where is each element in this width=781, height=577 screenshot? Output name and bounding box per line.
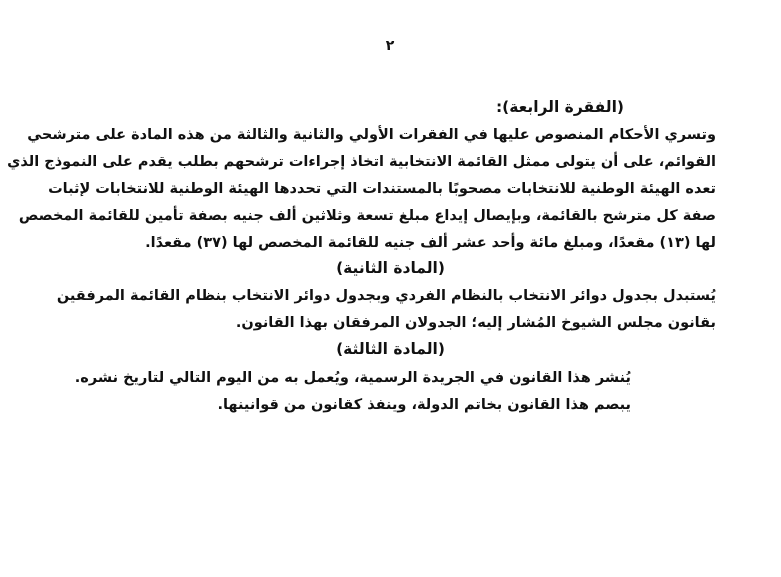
paragraph-line: القوائم، على أن يتولى ممثل القائمة الانتخابية اتخاذ إجراءات ترشحهم بطلب يقدم على النموذج الذي [7, 154, 716, 170]
page-number: ٢ [385, 38, 395, 54]
paragraph-line: بقانون مجلس الشيوخ المُشار إليه؛ الجدولان المرفقان بهذا القانون. [235, 315, 716, 331]
paragraph-line: صفة كل مترشح بالقائمة، وبإيصال إيداع مبلغ تسعة وثلاثين ألف جنيه بصفة تأمين للقائمة المخصص [18, 208, 716, 224]
section-heading-fourth-paragraph: (الفقرة الرابعة): [495, 98, 624, 116]
paragraph-line: تعده الهيئة الوطنية للانتخابات مصحوبًا بالمستندات التي تحددها الهيئة الوطنية للانتخابات لإثبات [48, 181, 716, 197]
paragraph-line: لها (١٣) مقعدًا، ومبلغ مائة وأحد عشر ألف جنيه للقائمة المخصص لها (٣٧) مقعدًا. [145, 235, 716, 251]
article-heading-second: (المادة الثانية) [336, 259, 445, 277]
paragraph-line: وتسري الأحكام المنصوص عليها في الفقرات الأولي والثانية والثالثة من هذه المادة على مترشحي [27, 127, 716, 143]
article-heading-third: (المادة الثالثة) [336, 340, 445, 358]
paragraph-line: يُنشر هذا القانون في الجريدة الرسمية، ويُعمل به من اليوم التالي لتاريخ نشره. [74, 370, 631, 386]
paragraph-line: يُستبدل بجدول دوائر الانتخاب بالنظام الفردي وبجدول دوائر الانتخاب بنظام القائمة المرفقين [56, 288, 716, 304]
paragraph-line: يبصم هذا القانون بخاتم الدولة، وينفذ كقانون من قوانينها. [217, 397, 631, 413]
